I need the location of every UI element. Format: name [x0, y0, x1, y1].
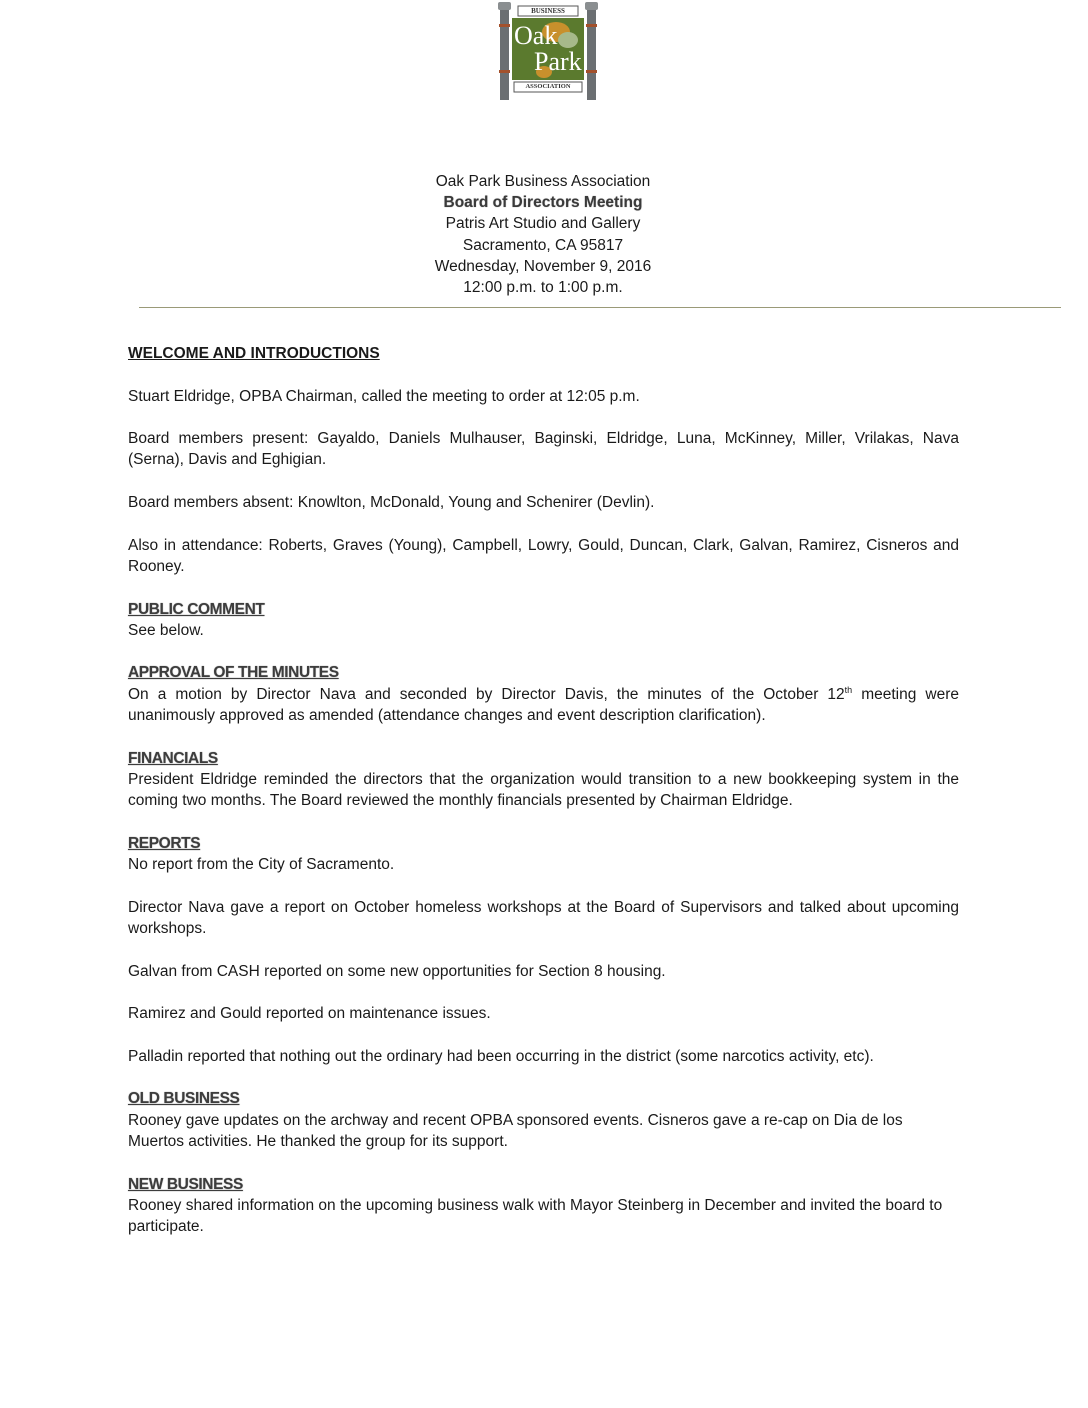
- meeting-time: 12:00 p.m. to 1:00 p.m.: [463, 279, 623, 297]
- paragraph: Galvan from CASH reported on some new opportunities for Section 8 housing.: [128, 962, 666, 980]
- meeting-header: [340, 171, 746, 298]
- logo-park-text: Park: [534, 47, 582, 76]
- paragraph: Rooney gave updates on the archway and recent OPBA sponsored events. Cisneros gave a re-cap on Dia de los Muertos activities. He thanked the group for its support.: [128, 1111, 903, 1150]
- minutes-body: [128, 343, 959, 1237]
- venue: Patris Art Studio and Gallery: [445, 215, 641, 233]
- paragraph: Also in attendance: Roberts, Graves (Young), Campbell, Lowry, Gould, Duncan, Clark, Galvan, Ramirez, Cisneros and Rooney.: [128, 536, 959, 575]
- section-heading: PUBLIC COMMENT: [128, 600, 265, 618]
- paragraph: [128, 684, 959, 727]
- paragraph: Board members absent: Knowlton, McDonald, Young and Schenirer (Devlin).: [128, 494, 655, 512]
- section-approval: [128, 662, 959, 747]
- section-heading: NEW BUSINESS: [128, 1175, 243, 1193]
- section-financials: [128, 748, 959, 833]
- section-heading: WELCOME AND INTRODUCTIONS: [128, 345, 380, 362]
- section-reports: [128, 833, 959, 1089]
- oak-park-logo: [496, 0, 600, 102]
- section-heading: APPROVAL OF THE MINUTES: [128, 664, 339, 682]
- section-old-business: [128, 1088, 959, 1173]
- paragraph: Palladin reported that nothing out the ordinary had been occurring in the district (some narcotics activity, etc).: [128, 1047, 874, 1065]
- section-heading: REPORTS: [128, 834, 201, 852]
- org-name: Oak Park Business Association: [435, 173, 651, 190]
- section-heading: FINANCIALS: [128, 749, 218, 767]
- paragraph: Rooney shared information on the upcoming business walk with Mayor Steinberg in December and invited the board to participate.: [128, 1196, 943, 1236]
- paragraph: See below.: [128, 621, 204, 639]
- paragraph: Board members present: Gayaldo, Daniels Mulhauser, Baginski, Eldridge, Luna, McKinney, Miller, Vrilakas, Nava (Serna), Davis and Eghigian.: [128, 430, 959, 469]
- logo-bottom-text: ASSOCIATION: [525, 83, 571, 90]
- section-heading: OLD BUSINESS: [128, 1090, 240, 1108]
- section-new-business: [128, 1174, 959, 1238]
- section-public-comment: [128, 599, 959, 663]
- paragraph-text: On a motion by Director Nava and seconded by Director Davis, the minutes of the October 12: [128, 685, 845, 703]
- logo-top-text: BUSINESS: [531, 7, 565, 15]
- ordinal-suffix: th: [844, 684, 853, 695]
- city: Sacramento, CA 95817: [462, 236, 624, 254]
- section-welcome: [128, 343, 959, 599]
- logo-oak-text: Oak: [514, 21, 558, 50]
- meeting-date: Wednesday, November 9, 2016: [434, 257, 652, 275]
- meeting-title: Board of Directors Meeting: [443, 194, 643, 212]
- paragraph: Ramirez and Gould reported on maintenance issues.: [128, 1005, 491, 1023]
- paragraph: President Eldridge reminded the directors that the organization would transition to a new bookkeeping system in the coming two months. The Board reviewed the monthly financials presented by Chairman Eldridge.: [128, 770, 959, 810]
- paragraph: Director Nava gave a report on October homeless workshops at the Board of Supervisors and talked about upcoming workshops.: [128, 898, 959, 938]
- header-divider: [139, 307, 1061, 308]
- paragraph-text: meeting were unanimously approved as amended (attendance changes and event description clarification).: [128, 685, 959, 725]
- paragraph: No report from the City of Sacramento.: [128, 856, 395, 874]
- paragraph: Stuart Eldridge, OPBA Chairman, called the meeting to order at 12:05 p.m.: [128, 387, 640, 405]
